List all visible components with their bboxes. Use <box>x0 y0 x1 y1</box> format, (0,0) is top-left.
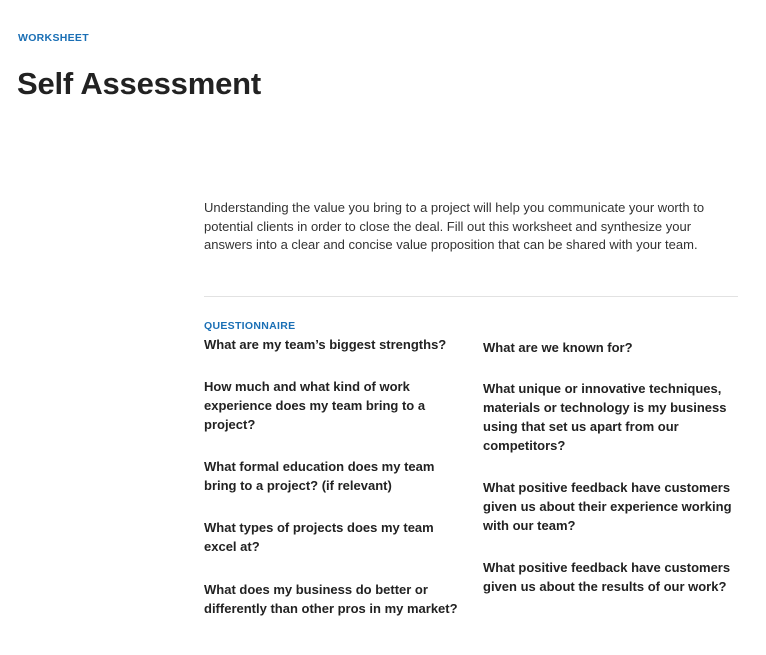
worksheet-eyebrow: WORKSHEET <box>18 32 89 44</box>
question-known-for: What are we known for? <box>483 340 633 355</box>
question-formal-education: What formal education does my team bring to a project? (if relevant) <box>204 459 435 493</box>
question-better-differently: What does my business do better or differently than other pros in my market? <box>204 582 458 616</box>
question-team-strengths: What are my team’s biggest strengths? <box>204 337 447 352</box>
question-feedback-results: What positive feedback have customers given us about the results of our work? <box>483 560 731 594</box>
question-feedback-experience: What positive feedback have customers given us about their experience working with our team? <box>483 480 732 533</box>
questionnaire-label: QUESTIONNAIRE <box>204 320 296 332</box>
intro-paragraph: Understanding the value you bring to a project will help you communicate your worth to potential clients in order to close the deal. Fill out this worksheet and synthesize your answers into a clear and concise value proposition that can be shared with your team. <box>204 200 705 252</box>
question-project-types: What types of projects does my team excel at? <box>204 520 434 554</box>
page-title: Self Assessment <box>17 66 261 101</box>
question-unique-techniques: What unique or innovative techniques, materials or technology is my business using that set us apart from our competitors? <box>483 381 727 453</box>
section-divider <box>204 296 738 297</box>
question-work-experience: How much and what kind of work experience does my team bring to a project? <box>204 379 426 432</box>
